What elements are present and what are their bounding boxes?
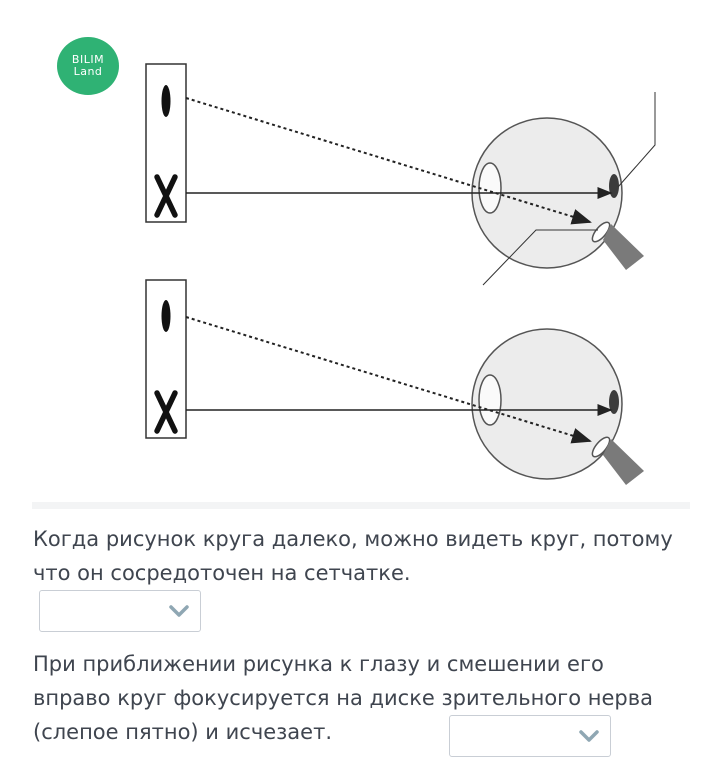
question-paragraph-2: При приближении рисунка к глазу и смешении его вправо круг фокусируется на диске зрительного нерва (слепое пятно) и исчезает.: [33, 652, 653, 744]
top-lens: [479, 163, 501, 213]
top-panel: [146, 64, 655, 285]
bilimland-logo: [57, 37, 119, 95]
bottom-lens: [479, 375, 501, 425]
bottom-card-dot: [162, 300, 171, 332]
question-paragraph-1: Когда рисунок круга далеко, можно видеть круг, потому что он сосредоточен на сетчатке.: [33, 527, 673, 585]
section-divider: [32, 502, 690, 509]
chevron-down-icon: [578, 728, 600, 744]
top-fovea: [609, 174, 619, 198]
top-card-dot: [162, 85, 171, 117]
bottom-optic-nerve: [603, 439, 644, 485]
answer-dropdown-1[interactable]: [39, 590, 201, 632]
chevron-down-icon: [168, 603, 190, 619]
bottom-panel: [146, 280, 644, 485]
logo-line-2: Land: [73, 65, 103, 78]
logo-line-1: BILIM: [71, 53, 105, 66]
top-pointer-line-1: [618, 92, 655, 187]
top-optic-nerve: [603, 224, 644, 270]
answer-dropdown-2[interactable]: [449, 715, 611, 757]
